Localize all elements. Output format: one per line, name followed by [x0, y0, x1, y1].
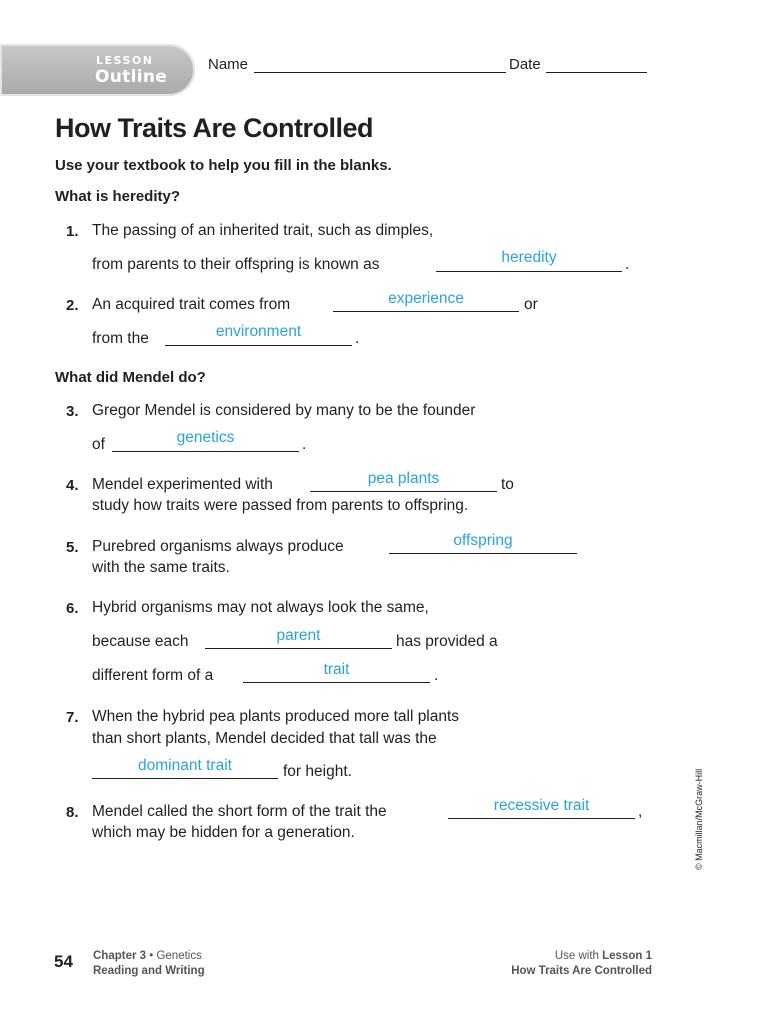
q7-after3: for height. [283, 763, 352, 780]
q4-blank[interactable] [310, 491, 497, 492]
q2-blank1[interactable] [333, 311, 519, 312]
section-heredity: What is heredity? [55, 188, 181, 205]
q7-line1: When the hybrid pea plants produced more tall plants [92, 708, 460, 725]
name-field[interactable] [254, 72, 506, 73]
q2-answer1: experience [388, 290, 464, 307]
instructions: Use your textbook to help you fill in the blanks. [55, 157, 392, 174]
q7-line2: than short plants, Mendel decided that tall was the [92, 730, 437, 747]
q7-number: 7. [66, 709, 79, 726]
q5-answer: offspring [453, 532, 513, 549]
q2-end: . [355, 330, 360, 347]
q5-blank[interactable] [389, 553, 577, 554]
q3-end: . [302, 436, 307, 453]
q3-line2: of [92, 436, 105, 453]
q6-line3: different form of a [92, 667, 214, 684]
q5-line2: with the same traits. [92, 559, 230, 576]
chapter-separator: • [146, 950, 157, 962]
q2-line1: An acquired trait comes from [92, 296, 291, 313]
q2-blank2[interactable] [165, 345, 352, 346]
q5-line1: Purebred organisms always produce [92, 538, 344, 555]
q1-number: 1. [66, 223, 79, 240]
q2-number: 2. [66, 297, 79, 314]
copyright-notice: © Macmillan/McGraw-Hill [694, 768, 704, 870]
q6-after2: has provided a [396, 633, 498, 650]
q1-answer: heredity [501, 249, 557, 266]
q4-number: 4. [66, 477, 79, 494]
q8-end: , [638, 803, 643, 820]
q6-answer2: trait [323, 661, 350, 678]
q3-line1: Gregor Mendel is considered by many to be the founder [92, 402, 476, 419]
q2-line2: from the [92, 330, 149, 347]
q6-blank2[interactable] [243, 682, 430, 683]
footer-lesson-title: How Traits Are Controlled [511, 965, 652, 977]
q1-line1: The passing of an inherited trait, such as dimples, [92, 222, 434, 239]
q8-number: 8. [66, 804, 79, 821]
q1-blank[interactable] [436, 271, 622, 272]
q6-blank1[interactable] [205, 648, 392, 649]
q3-number: 3. [66, 403, 79, 420]
section-mendel: What did Mendel do? [55, 369, 206, 386]
q8-blank[interactable] [448, 818, 635, 819]
page-number: 54 [54, 952, 73, 971]
lesson-label: LESSON [96, 54, 154, 67]
date-label: Date [509, 56, 541, 73]
footer-use-with [555, 950, 652, 962]
name-label: Name [208, 56, 249, 73]
date-field[interactable] [546, 72, 647, 73]
q6-end: . [434, 667, 439, 684]
q1-end: . [625, 256, 630, 273]
q6-line1: Hybrid organisms may not always look the same, [92, 599, 429, 616]
footer-chapter [93, 950, 202, 962]
use-with-text: Use with [554, 950, 603, 962]
q8-line1: Mendel called the short form of the trait the [92, 803, 387, 820]
footer-book: Reading and Writing [93, 965, 205, 977]
chapter-topic: Genetics [156, 950, 202, 962]
q3-answer: genetics [176, 429, 235, 446]
q4-line2: study how traits were passed from parents to offspring. [92, 497, 469, 514]
q8-line2: which may be hidden for a generation. [92, 824, 355, 841]
chapter-label: Chapter 3 [93, 950, 147, 962]
outline-label: Outline [95, 67, 168, 87]
q5-number: 5. [66, 539, 79, 556]
q4-after: to [501, 476, 514, 493]
q7-blank[interactable] [92, 778, 278, 779]
q8-answer: recessive trait [493, 797, 590, 814]
lesson-label: Lesson 1 [602, 950, 652, 962]
q4-line1: Mendel experimented with [92, 476, 273, 493]
q6-line2: because each [92, 633, 189, 650]
q2-mid: or [524, 296, 538, 313]
q7-answer: dominant trait [138, 757, 232, 774]
q3-blank[interactable] [112, 451, 299, 452]
q6-answer1: parent [276, 627, 321, 644]
q6-number: 6. [66, 600, 79, 617]
q4-answer: pea plants [367, 470, 440, 487]
q1-line2: from parents to their offspring is known as [92, 256, 380, 273]
page-title: How Traits Are Controlled [55, 113, 374, 143]
q2-answer2: environment [215, 323, 302, 340]
